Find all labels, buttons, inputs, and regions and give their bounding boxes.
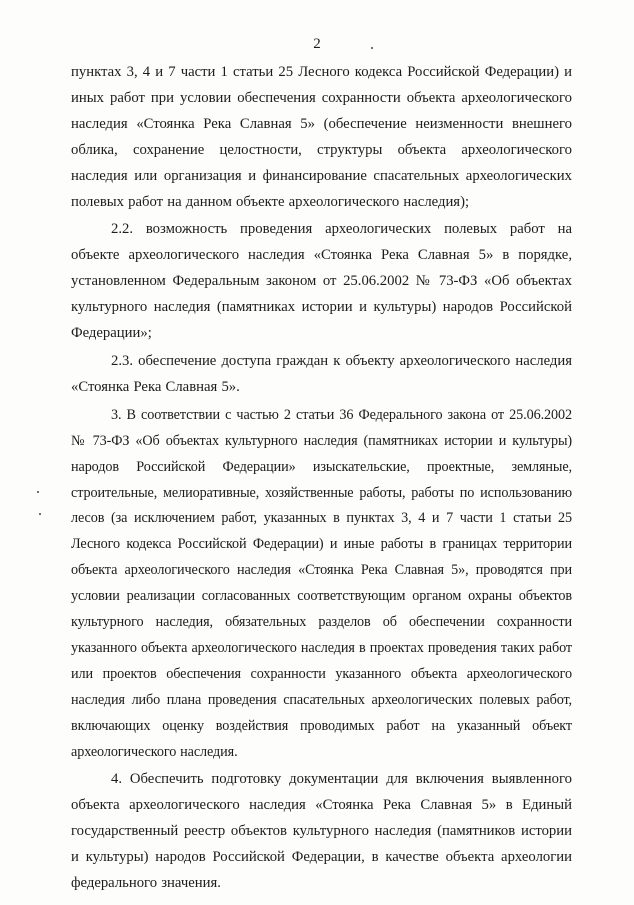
paragraph-2-3: 2.3. обеспечение доступа граждан к объекту археологического наследия «Стоянка Река Славная 5». bbox=[71, 352, 572, 395]
paragraph-continuation: пунктах 3, 4 и 7 части 1 статьи 25 Лесного кодекса Российской Федерации) и иных работ при условии обеспечения сохранности объекта археологического наследия «Стоянка Река Славная 5» (обеспечение неизменности внешнего облика, сохранение целостности, структуры объекта археологического наследия или организация и финансирование спасательных археологических полевых работ на данном объекте археологического наследия); bbox=[71, 64, 572, 210]
page-number: 2 bbox=[313, 36, 321, 52]
paragraph-3: 3. В соответствии с частью 2 статьи 36 Федерального закона от 25.06.2002 № 73-ФЗ «Об объектах культурного наследия (памятниках истории и культуры) народов Российской Федерации» изыскательские, проектные, земляные, строительные, мелиоративные, хозяйственные работы, работы по использованию лесов (за исключением работ, указанных в пунктах 3, 4 и 7 части 1 статьи 25 Лесного кодекса Российской Федерации) и иные работы в границах территории объекта археологического наследия «Стоянка Река Славная 5», проводятся при условии реализации согласованных соответствующим органом охраны объектов культурного наследия, обязательных разделов об обеспечении сохранности указанного объекта археологического наследия в проектах проведения таких работ или проектов обеспечения сохранности указанного объекта археологического наследия либо плана проведения спасательных археологических полевых работ, включающих оценку воздействия проводимых работ на указанный объект археологического наследия. bbox=[71, 406, 572, 760]
scan-speck bbox=[371, 47, 373, 49]
paragraph-2-2: 2.2. возможность проведения археологических полевых работ на объекте археологического наследия «Стоянка Река Славная 5» в порядке, установленном Федеральным законом от 25.06.2002 № 73-ФЗ «Об объектах культурного наследия (памятниках истории и культуры) народов Российской Федерации»; bbox=[71, 221, 572, 342]
paragraph-4: 4. Обеспечить подготовку документации для включения выявленного объекта археологического наследия «Стоянка Река Славная 5» в Единый государственный реестр объектов культурного наследия (памятников истории и культуры) народов Российской Федерации, в качестве объекта археологии федерального значения. bbox=[71, 771, 572, 892]
scan-speck bbox=[39, 513, 41, 515]
document-body bbox=[71, 60, 572, 899]
scan-speck bbox=[37, 491, 39, 493]
